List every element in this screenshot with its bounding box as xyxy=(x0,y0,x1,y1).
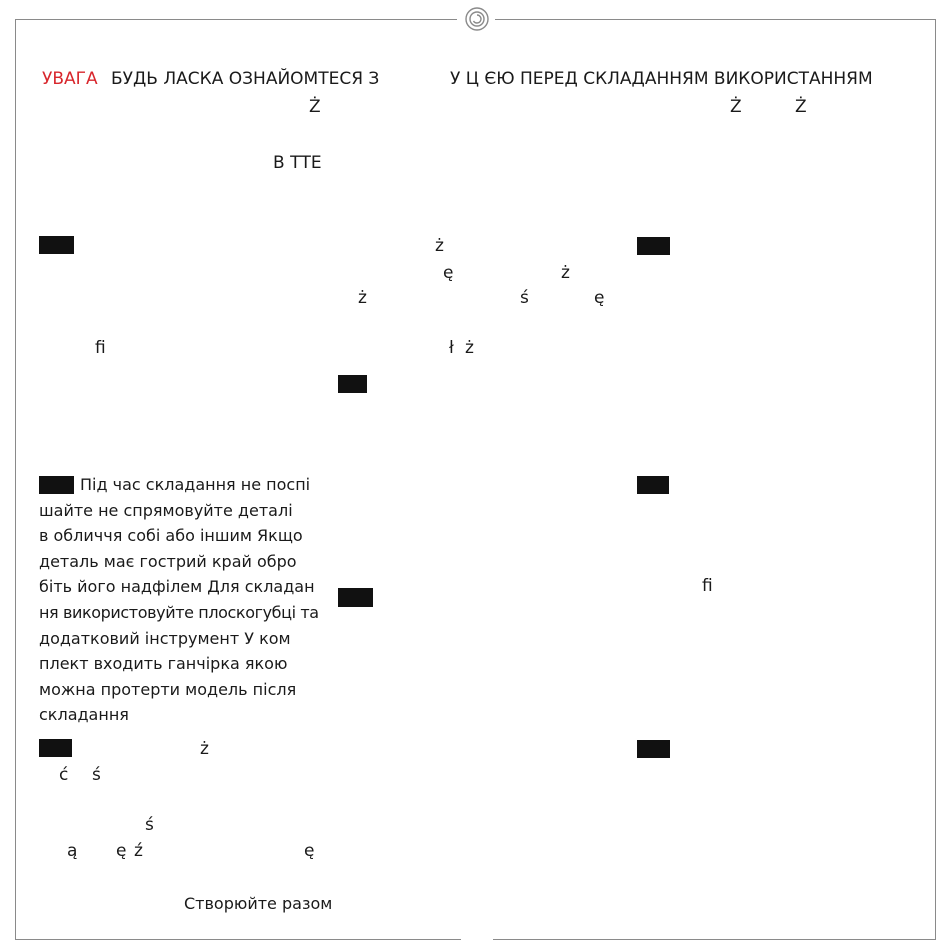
warning-label-block xyxy=(39,236,74,254)
subtitle: В ТТЕ xyxy=(273,153,322,173)
fragment-e-ogonek: ę xyxy=(116,841,127,861)
fragment-e-ogonek: ę xyxy=(304,841,315,861)
warning-label-block xyxy=(338,588,373,607)
paragraph-line: плект входить ганчірка якою xyxy=(39,654,288,674)
fragment-s-acute: ś xyxy=(520,288,529,308)
warning-word: УВАГА xyxy=(42,69,98,89)
header-diacritic-3: Ż xyxy=(795,97,807,117)
frame-bottom-left xyxy=(15,939,461,940)
frame-bottom-right xyxy=(493,939,936,940)
fragment-dot-z: ż xyxy=(435,236,444,256)
warning-label-block xyxy=(338,375,367,393)
frame-right xyxy=(935,19,936,940)
fragment-s-acute: ś xyxy=(92,765,101,785)
warning-text: БУДЬ ЛАСКА ОЗНАЙОМТЕСЯ З xyxy=(111,69,380,89)
warning-label-block xyxy=(39,739,72,757)
paragraph-line: ня використовуйте плоскогубці та xyxy=(39,602,319,622)
fragment-dot-z: ż xyxy=(200,739,209,759)
warning-text-continued: У Ц ЄЮ ПЕРЕД СКЛАДАННЯМ ВИКОРИСТАННЯМ xyxy=(450,69,873,89)
assembly-paragraph xyxy=(39,472,319,728)
ligature-fi: fi xyxy=(95,338,106,358)
paragraph-line: біть його надфілем Для складан xyxy=(39,577,315,597)
fragment-a-ogonek: ą xyxy=(67,841,78,861)
frame-left xyxy=(15,19,16,940)
ligature-fi: fi xyxy=(702,576,713,596)
warning-label-block xyxy=(637,237,670,255)
header-diacritic-2: Ż xyxy=(730,97,742,117)
paragraph-line: в обличчя собі або іншим Якщо xyxy=(39,526,303,546)
fragment-dot-z: ż xyxy=(358,288,367,308)
frame-top-left xyxy=(15,19,457,20)
fragment-s-acute: ś xyxy=(145,815,154,835)
paragraph-line: Під час складання не поспі xyxy=(80,475,311,494)
footer-slogan: Створюйте разом xyxy=(184,894,333,913)
fragment-dot-z: ż xyxy=(561,263,570,283)
frame-top-right xyxy=(495,19,936,20)
fragment-c-acute: ć xyxy=(59,765,69,785)
paragraph-line: додатковий інструмент У ком xyxy=(39,628,291,648)
paragraph-line: можна протерти модель після xyxy=(39,679,297,699)
warning-label-block xyxy=(637,476,669,494)
logo-icon xyxy=(464,6,490,32)
header-diacritic-1: Ż xyxy=(309,97,321,117)
paragraph-line: шайте не спрямовуйте деталі xyxy=(39,500,293,520)
fragment-l-stroke: ł xyxy=(449,338,454,358)
fragment-dot-z: ż xyxy=(465,338,474,358)
fragment-e-ogonek: ę xyxy=(443,263,454,283)
paragraph-line: складання xyxy=(39,705,129,725)
paragraph-line: деталь має гострий край обро xyxy=(39,551,297,571)
fragment-z-acute: ź xyxy=(134,841,143,861)
fragment-e-ogonek: ę xyxy=(594,288,605,308)
warning-label-block xyxy=(637,740,670,758)
